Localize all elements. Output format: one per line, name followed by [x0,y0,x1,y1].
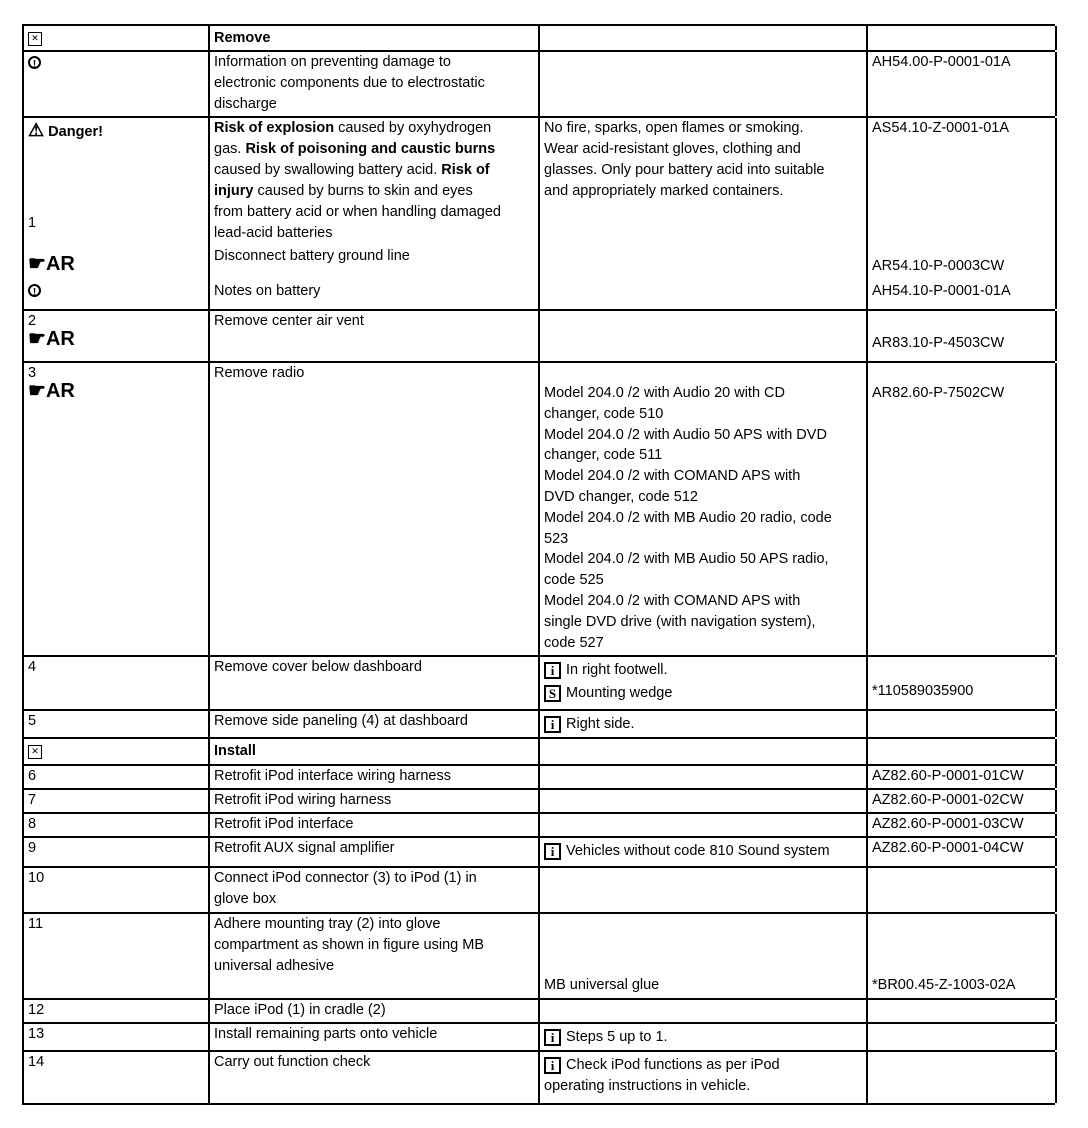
ar-label: AR [45,380,75,402]
danger-label: Danger! [48,124,103,140]
note-text: Model 204.0 /2 with Audio 20 with CD changer, code 510 Model 204.0 /2 with Audio 50 APS with DVD changer, code 511 Model 204.0 /2 with COMAND APS with DVD changer, code 512 Model 204.0 /2 with MB Audio 20 radio, code 523 Model 204.0 /2 with MB Audio 50 APS radio, code 525 Model 204.0 /2 with COMAND APS with single DVD drive (with navigation system), code 527 [544,385,832,651]
hand-pointer-icon: ☛ [28,253,46,275]
part-number: *110589035900 [872,683,974,699]
step-text: Carry out function check [214,1054,371,1070]
step-number: 1 [28,215,37,231]
table-row [22,1052,1055,1105]
ar-label: AR [45,253,75,275]
doc-link[interactable]: AS54.10-Z-0001-01A [872,120,1010,136]
step-number: 14 [28,1054,45,1070]
ar-label: AR [45,328,75,350]
step-text: Place iPod (1) in cradle (2) [214,1002,386,1018]
note-text: In right footwell. [566,662,668,678]
table-row [22,914,1055,1000]
row-remove-header [22,24,1055,52]
expand-icon: ✕ [28,32,42,46]
step-number: 3 [28,365,37,381]
step-text: Retrofit iPod wiring harness [214,792,392,808]
row-install-header [22,739,1055,766]
hand-pointer-icon: ☛ [28,380,46,402]
table-row [22,52,1055,118]
step-text: Retrofit AUX signal amplifier [214,840,395,856]
step-text: Remove cover below dashboard [214,659,422,675]
step-number: 8 [28,816,37,832]
note-text: Steps 5 up to 1. [566,1029,668,1045]
table-row [22,711,1055,739]
esd-info-icon: ! [28,56,41,69]
note-text: Check iPod functions as per iPod operating instructions in vehicle. [544,1057,780,1094]
doc-link[interactable]: AH54.10-P-0001-01A [872,283,1011,299]
doc-link[interactable]: AZ82.60-P-0001-01CW [872,768,1024,784]
table-row [22,118,1055,311]
doc-link[interactable]: AH54.00-P-0001-01A [872,54,1011,70]
step-text: Remove side paneling (4) at dashboard [214,713,468,729]
doc-link[interactable]: AZ82.60-P-0001-02CW [872,792,1024,808]
note-text: MB universal glue [544,977,660,993]
doc-link[interactable]: AR82.60-P-7502CW [872,385,1005,401]
table-row [22,766,1055,790]
step-text: Adhere mounting tray (2) into glove compartment as shown in figure using MB universal adhesive [214,916,484,974]
note-text: Right side. [566,716,635,732]
step-text: Install remaining parts onto vehicle [214,1026,438,1042]
table-row [22,814,1055,838]
step-number: 2 [28,313,37,329]
note-text: Vehicles without code 810 Sound system [566,843,830,859]
step-text: Remove center air vent [214,313,364,329]
table-row [22,838,1055,868]
step-text: Retrofit iPod interface [214,816,354,832]
step-number: 5 [28,713,37,729]
step-text: Notes on battery [214,283,321,299]
step-text: Information on preventing damage to electronic components due to electrostatic discharge [214,54,485,112]
note-text: No fire, sparks, open flames or smoking. Wear acid-resistant gloves, clothing and glasses. Only pour battery acid into suitable and appropriately marked containers. [544,120,825,199]
table-row [22,868,1055,914]
info-icon: i [544,662,561,679]
special-tool-icon: S [544,685,561,702]
step-text: Connect iPod connector (3) to iPod (1) in glove box [214,870,477,907]
danger-text: Risk of explosion caused by oxyhydrogen gas. Risk of poisoning and caustic burns caused by swallowing battery acid. Risk of injury caused by burns to skin and eyes from battery acid or when handling damaged lead-acid batteries [214,120,501,241]
note-text: Mounting wedge [566,685,673,701]
warning-icon: ⚠ [28,120,45,140]
step-text: Disconnect battery ground line [214,248,410,264]
section-header: Remove [214,30,271,46]
step-number: 12 [28,1002,45,1018]
info-icon: i [544,1057,561,1074]
step-number: 13 [28,1026,45,1042]
doc-link[interactable]: AR54.10-P-0003CW [872,258,1005,274]
doc-link[interactable]: AZ82.60-P-0001-04CW [872,840,1024,856]
table-row [22,311,1055,363]
info-icon: i [544,843,561,860]
info-notes-icon: ! [28,284,41,297]
step-number: 9 [28,840,37,856]
table-row [22,1000,1055,1024]
table-row [22,790,1055,814]
step-text: Remove radio [214,365,305,381]
doc-link[interactable]: AZ82.60-P-0001-03CW [872,816,1024,832]
procedure-table [22,24,1055,1105]
doc-link[interactable]: *BR00.45-Z-1003-02A [872,977,1016,993]
step-number: 11 [28,916,44,932]
doc-link[interactable]: AR83.10-P-4503CW [872,335,1005,351]
table-row [22,657,1055,711]
step-text: Retrofit iPod interface wiring harness [214,768,451,784]
step-number: 6 [28,768,37,784]
step-number: 4 [28,659,37,675]
table-row [22,1024,1055,1052]
section-header: Install [214,743,256,759]
expand-icon: ✕ [28,745,42,759]
hand-pointer-icon: ☛ [28,328,46,350]
info-icon: i [544,716,561,733]
info-icon: i [544,1029,561,1046]
step-number: 7 [28,792,37,808]
table-row [22,363,1055,657]
step-number: 10 [28,870,45,886]
